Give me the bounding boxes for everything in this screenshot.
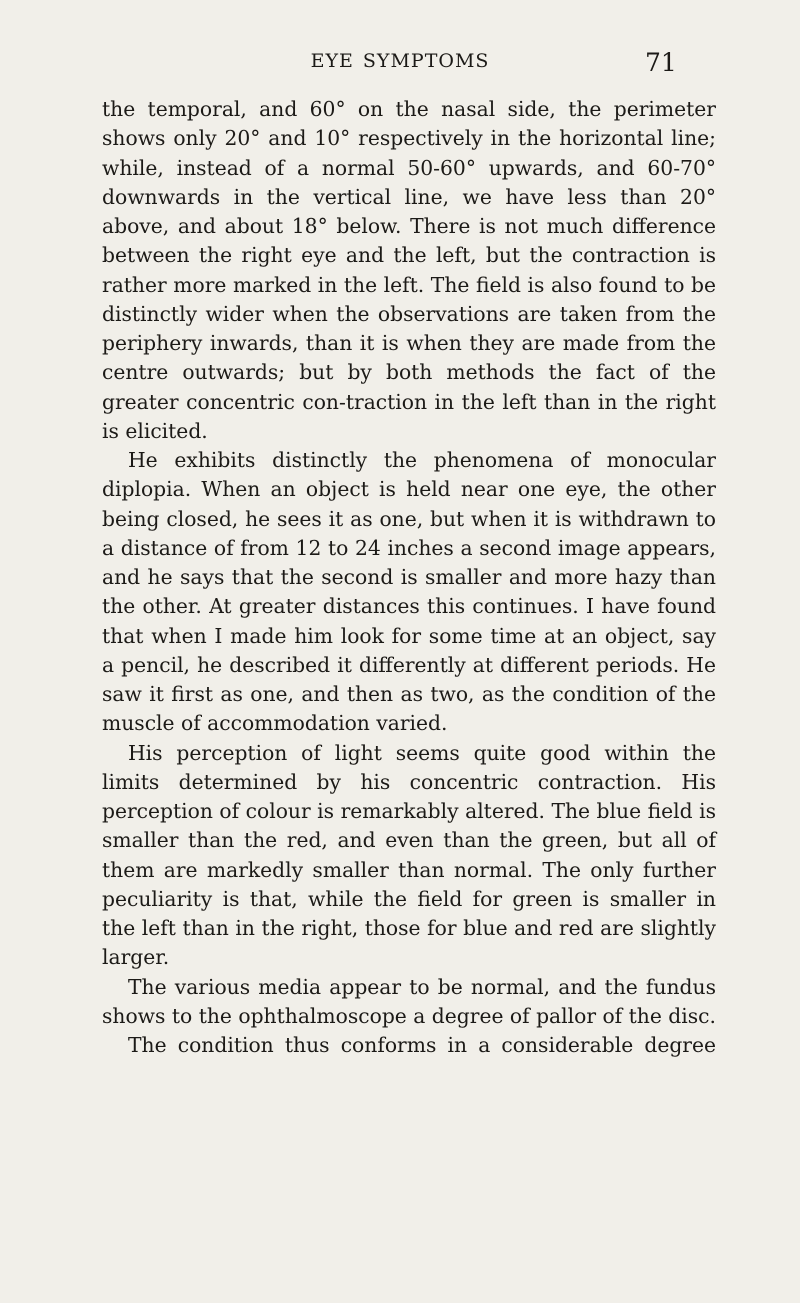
running-head xyxy=(0,50,800,80)
running-head-title: EYE SYMPTOMS xyxy=(310,50,490,72)
paragraph-perception: His perception of light seems quite good within the limits determined by his concentric contraction. His perception of colour is remarkably altered. The blue field is smaller than the red, and even than the green, but all of them are markedly smaller than normal. The only further peculiarity is that, while the field for green is smaller in the left than in the right, those for blue and red are slightly larger. xyxy=(102,740,716,970)
paragraph-condition: The condition thus conforms in a considerable degree xyxy=(128,1033,716,1057)
paragraph-media: The various media appear to be normal, and the fundus shows to the ophthalmoscope a degree of pallor of the disc. xyxy=(102,974,716,1028)
paragraph-diplopia: He exhibits distinctly the phenomena of monocular diplopia. When an object is held near one eye, the other being closed, he sees it as one, but when it is withdrawn to a distance of from 12 to 24 inches a second image appears, and he says that the second is smaller and more hazy than the other. At greater distances this continues. I have found that when I made him look for some time at an object, say a pencil, he described it differently at different periods. He saw it first as one, and then as two, as the condition of the muscle of accommodation varied. xyxy=(102,448,716,736)
body-text xyxy=(102,95,716,1060)
page-number: 71 xyxy=(645,48,677,77)
paragraph-perimeter: the temporal, and 60° on the nasal side, the perimeter shows only 20° and 10° respectively in the horizontal line; while, instead of a normal 50-60° upwards, and 60-70° downwards in the vertical line, we have less than 20° above, and about 18° below. There is not much difference between the right eye and the left, but the contraction is rather more marked in the left. The field is also found to be distinctly wider when the observations are taken from the periphery inwards, than it is when they are made from the centre outwards; but by both methods the fact of the greater concentric con-traction in the left than in the right is elicited. xyxy=(102,97,716,443)
